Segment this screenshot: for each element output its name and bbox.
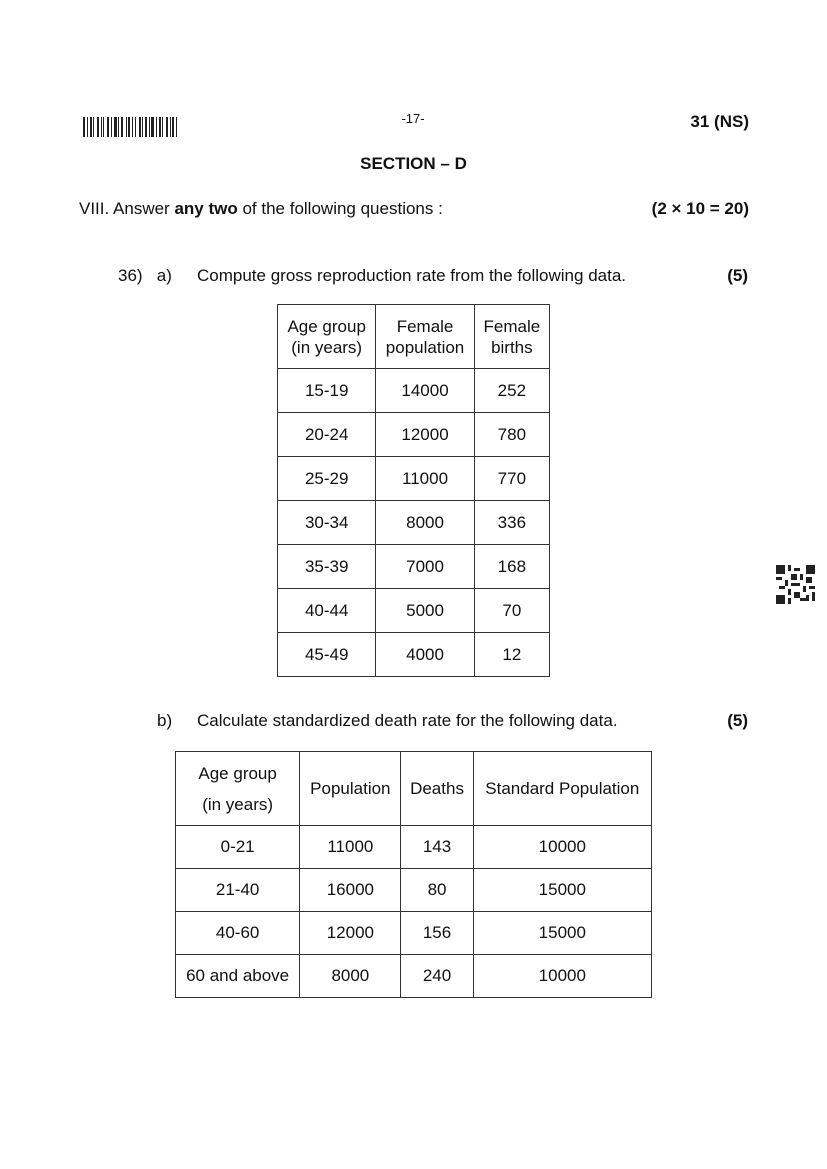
page-number: -17-	[401, 111, 425, 126]
table-cell: 30-34	[278, 501, 376, 545]
table-row	[278, 633, 550, 677]
table-cell: 11000	[300, 826, 401, 869]
standardized-death-rate-table	[175, 751, 652, 998]
table-cell: 780	[474, 413, 549, 457]
table-cell: 10000	[473, 955, 651, 998]
table-cell: 12	[474, 633, 549, 677]
table-cell: 25-29	[278, 457, 376, 501]
table-cell: 15000	[473, 869, 651, 912]
question-36b-marks: (5)	[727, 711, 748, 730]
qr-code-icon	[776, 565, 815, 604]
table-cell: 770	[474, 457, 549, 501]
table-cell: 20-24	[278, 413, 376, 457]
table-cell: 0-21	[176, 826, 300, 869]
section-title: SECTION – D	[360, 154, 467, 173]
table-cell: 12000	[376, 413, 474, 457]
table-cell: 12000	[300, 912, 401, 955]
header-age-group: Age group (in years)	[278, 305, 376, 369]
question-36b-text: Calculate standardized death rate for the following data.	[197, 711, 618, 730]
question-part-b: b)	[157, 711, 173, 730]
table-cell: 70	[474, 589, 549, 633]
table-cell: 168	[474, 545, 549, 589]
instruction-emphasis: any two	[174, 199, 238, 218]
table-cell: 40-60	[176, 912, 300, 955]
barcode	[83, 117, 189, 137]
instruction	[79, 199, 443, 219]
table-row	[176, 955, 652, 998]
table-cell: 60 and above	[176, 955, 300, 998]
question-number: 36)	[118, 266, 143, 285]
table-cell: 143	[401, 826, 473, 869]
table-cell: 40-44	[278, 589, 376, 633]
table-cell: 4000	[376, 633, 474, 677]
paper-code: 31 (NS)	[690, 112, 749, 131]
table-cell: 15-19	[278, 369, 376, 413]
table-cell: 11000	[376, 457, 474, 501]
table-cell: 16000	[300, 869, 401, 912]
question-part-a: a)	[156, 266, 172, 285]
gross-reproduction-table	[277, 304, 550, 677]
table-cell: 240	[401, 955, 473, 998]
table-row	[278, 501, 550, 545]
instruction-marks: (2 × 10 = 20)	[651, 199, 749, 218]
header-population: Population	[300, 752, 401, 826]
table-cell: 21-40	[176, 869, 300, 912]
table-cell: 35-39	[278, 545, 376, 589]
table-header-row	[176, 752, 652, 826]
table-row	[278, 413, 550, 457]
instruction-roman: VIII.	[79, 199, 110, 218]
table-cell: 15000	[473, 912, 651, 955]
table-cell: 8000	[300, 955, 401, 998]
table-cell: 156	[401, 912, 473, 955]
instruction-before: Answer	[113, 199, 175, 218]
header-age-group: Age group (in years)	[176, 752, 300, 826]
header-female-population: Female population	[376, 305, 474, 369]
header-deaths: Deaths	[401, 752, 473, 826]
table-cell: 10000	[473, 826, 651, 869]
table-cell: 252	[474, 369, 549, 413]
table-row	[176, 826, 652, 869]
table-row	[278, 545, 550, 589]
table-cell: 5000	[376, 589, 474, 633]
table-header-row	[278, 305, 550, 369]
table-row	[278, 589, 550, 633]
instruction-after: of the following questions :	[237, 199, 443, 218]
table-cell: 7000	[376, 545, 474, 589]
table-row	[278, 457, 550, 501]
header-standard-population: Standard Population	[473, 752, 651, 826]
table-cell: 80	[401, 869, 473, 912]
table-cell: 45-49	[278, 633, 376, 677]
header-female-births: Female births	[474, 305, 549, 369]
table-cell: 8000	[376, 501, 474, 545]
table-cell: 14000	[376, 369, 474, 413]
table-row	[176, 912, 652, 955]
question-36a-marks: (5)	[727, 266, 748, 285]
question-36a-label	[118, 266, 172, 286]
question-36a-text: Compute gross reproduction rate from the following data.	[197, 266, 627, 285]
table-row	[176, 869, 652, 912]
table-row	[278, 369, 550, 413]
table-cell: 336	[474, 501, 549, 545]
